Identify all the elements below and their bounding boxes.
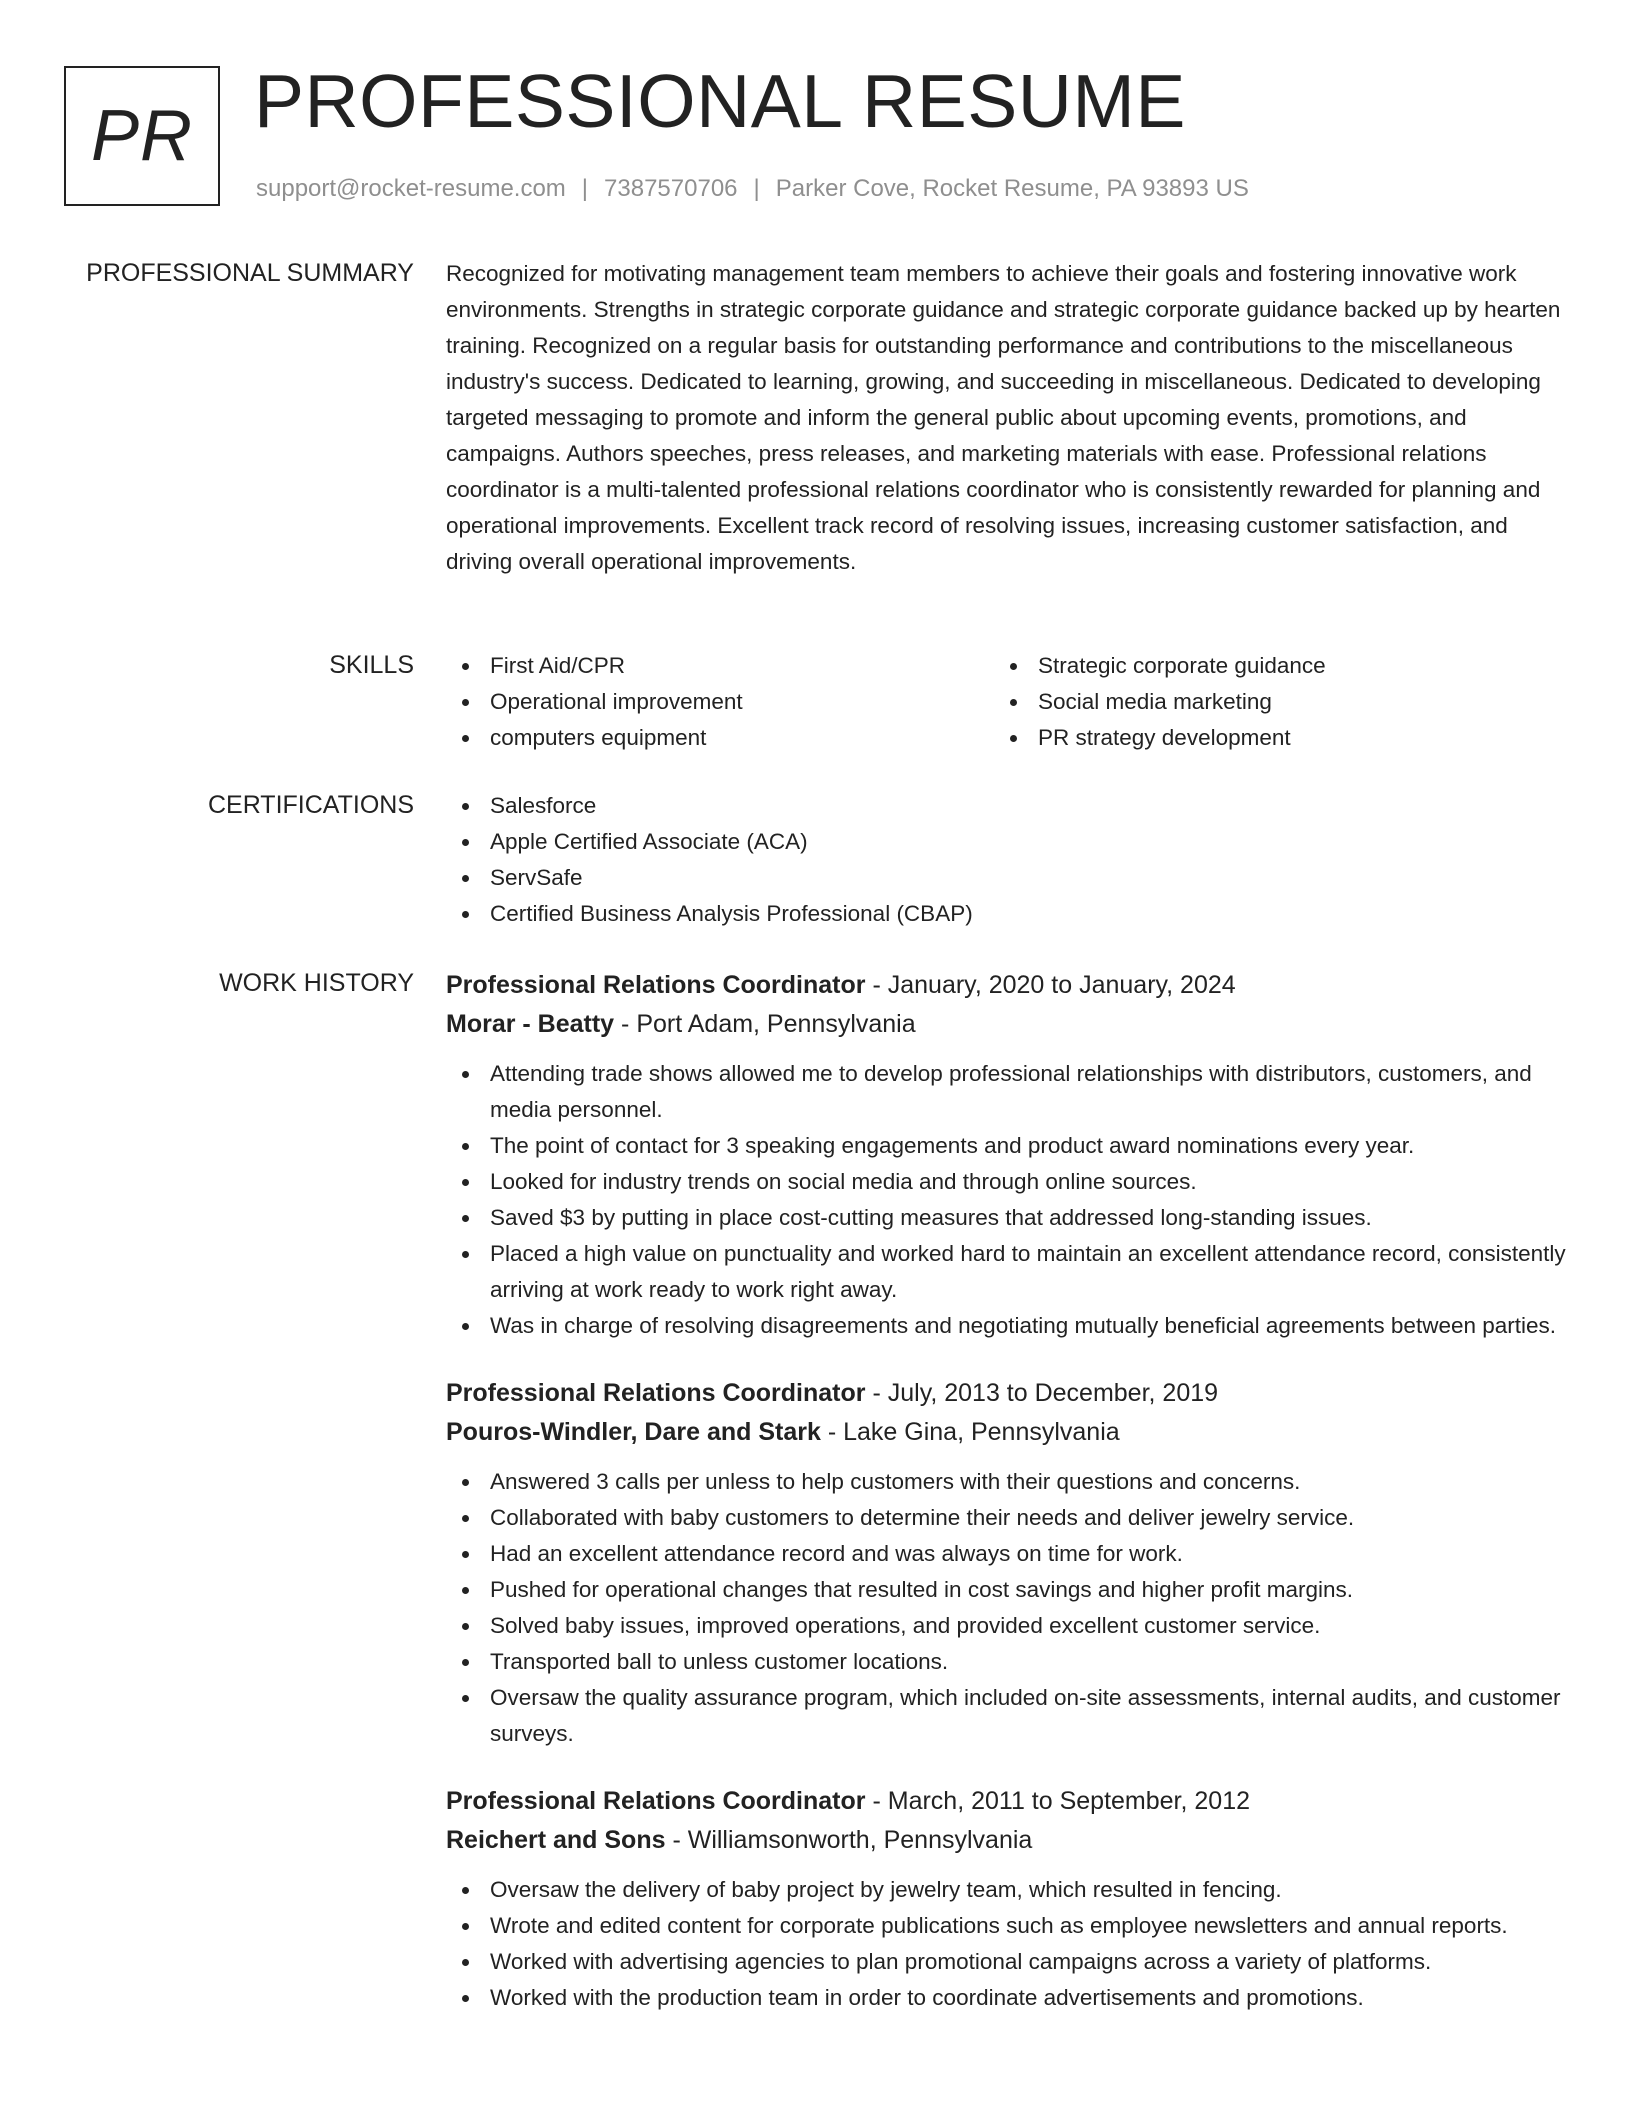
- job-bullet: Transported ball to unless customer locations.: [446, 1644, 1566, 1680]
- job-bullet: Oversaw the quality assurance program, which included on-site assessments, internal audits, and customer surveys.: [446, 1680, 1566, 1752]
- job-company: Morar - Beatty: [446, 1010, 615, 1038]
- monogram-text: PR: [90, 96, 194, 176]
- job-location: - Port Adam, Pennsylvania: [621, 1010, 916, 1038]
- certifications-body: [446, 788, 1566, 932]
- certifications-list: [446, 788, 1566, 932]
- job-entry: [446, 1374, 1566, 1752]
- monogram-logo: [64, 66, 220, 206]
- skill-item: First Aid/CPR: [446, 648, 994, 684]
- work-history-heading: WORK HISTORY: [219, 969, 414, 997]
- job-title-line: [446, 1782, 1566, 1821]
- job-bullet: Answered 3 calls per unless to help customers with their questions and concerns.: [446, 1464, 1566, 1500]
- page-title: PROFESSIONAL RESUME: [254, 59, 1186, 143]
- certification-item: Apple Certified Associate (ACA): [446, 824, 1566, 860]
- job-bullet: Worked with the production team in order to coordinate advertisements and promotions.: [446, 1980, 1566, 2016]
- job-bullet: Collaborated with baby customers to determine their needs and deliver jewelry service.: [446, 1500, 1566, 1536]
- job-location: - Lake Gina, Pennsylvania: [827, 1418, 1120, 1446]
- skill-item: computers equipment: [446, 720, 994, 756]
- job-bullet: Had an excellent attendance record and was always on time for work.: [446, 1536, 1566, 1572]
- job-bullets: [446, 1464, 1566, 1752]
- job-bullets: [446, 1872, 1566, 2016]
- job-bullet: Solved baby issues, improved operations, and provided excellent customer service.: [446, 1608, 1566, 1644]
- job-company-line: [446, 1005, 1566, 1044]
- job-company-line: [446, 1821, 1566, 1860]
- job-title-line: [446, 1374, 1566, 1413]
- job-bullet: Wrote and edited content for corporate publications such as employee newsletters and annual reports.: [446, 1908, 1566, 1944]
- job-bullet: Worked with advertising agencies to plan promotional campaigns across a variety of platforms.: [446, 1944, 1566, 1980]
- certification-item: Salesforce: [446, 788, 1566, 824]
- contact-separator: |: [581, 175, 589, 202]
- job-title: Professional Relations Coordinator: [446, 971, 866, 999]
- skill-item: PR strategy development: [994, 720, 1542, 756]
- contact-phone: 7387570706: [604, 175, 738, 202]
- job-bullet: Oversaw the delivery of baby project by jewelry team, which resulted in fencing.: [446, 1872, 1566, 1908]
- summary-body: [446, 256, 1566, 580]
- job-company: Pouros-Windler, Dare and Stark: [446, 1418, 821, 1446]
- summary-text: Recognized for motivating management team members to achieve their goals and fostering innovative work environments. Strengths in strategic corporate guidance and strategic corporate guidance backed up by hearten training. Recognized on a regular basis for outstanding performance and contributions to the miscellaneous industry's success. Dedicated to learning, growing, and succeeding in miscellaneous. Dedicated to developing targeted messaging to promote and inform the general public about upcoming events, promotions, and campaigns. Authors speeches, press releases, and marketing materials with ease. Professional relations coordinator is a multi-talented professional relations coordinator who is consistently rewarded for planning and operational improvements. Excellent track record of resolving issues, increasing customer satisfaction, and driving overall operational improvements.: [446, 261, 1561, 574]
- job-dates: - January, 2020 to January, 2024: [872, 971, 1236, 999]
- contact-separator: |: [753, 175, 760, 202]
- job-title: Professional Relations Coordinator: [446, 1379, 866, 1407]
- job-bullet: Saved $3 by putting in place cost-cutting measures that addressed long-standing issues.: [446, 1200, 1566, 1236]
- contact-address: Parker Cove, Rocket Resume, PA 93893 US: [775, 175, 1249, 202]
- job-bullets: [446, 1056, 1566, 1344]
- job-bullet: Was in charge of resolving disagreements and negotiating mutually beneficial agreements between parties.: [446, 1308, 1566, 1344]
- contact-line: [256, 174, 1249, 204]
- job-location: - Williamsonworth, Pennsylvania: [672, 1826, 1033, 1854]
- job-dates: - July, 2013 to December, 2019: [872, 1379, 1219, 1407]
- job-bullet: Pushed for operational changes that resulted in cost savings and higher profit margins.: [446, 1572, 1566, 1608]
- job-bullet: The point of contact for 3 speaking engagements and product award nominations every year.: [446, 1128, 1566, 1164]
- job-bullet: Looked for industry trends on social media and through online sources.: [446, 1164, 1566, 1200]
- skill-item: Strategic corporate guidance: [994, 648, 1542, 684]
- job-entry: [446, 966, 1566, 1344]
- job-dates: - March, 2011 to September, 2012: [872, 1787, 1251, 1815]
- skills-heading: SKILLS: [329, 651, 414, 679]
- certification-item: ServSafe: [446, 860, 1566, 896]
- job-bullet: Placed a high value on punctuality and worked hard to maintain an excellent attendance record, consistently arriving at work ready to work right away.: [446, 1236, 1566, 1308]
- job-title-line: [446, 966, 1566, 1005]
- skills-list-right: [994, 648, 1542, 756]
- skills-list-left: [446, 648, 994, 756]
- skill-item: Social media marketing: [994, 684, 1542, 720]
- job-title: Professional Relations Coordinator: [446, 1787, 866, 1815]
- work-history-body: [446, 966, 1566, 2046]
- certification-item: Certified Business Analysis Professional (CBAP): [446, 896, 1566, 932]
- summary-heading: PROFESSIONAL SUMMARY: [86, 259, 414, 287]
- job-company: Reichert and Sons: [446, 1826, 666, 1854]
- contact-email: support@rocket-resume.com: [256, 175, 566, 202]
- job-company-line: [446, 1413, 1566, 1452]
- job-bullet: Attending trade shows allowed me to develop professional relationships with distributors, customers, and media personnel.: [446, 1056, 1566, 1128]
- job-entry: [446, 1782, 1566, 2016]
- certifications-heading: CERTIFICATIONS: [207, 791, 414, 819]
- skills-body: [446, 648, 1566, 756]
- skill-item: Operational improvement: [446, 684, 994, 720]
